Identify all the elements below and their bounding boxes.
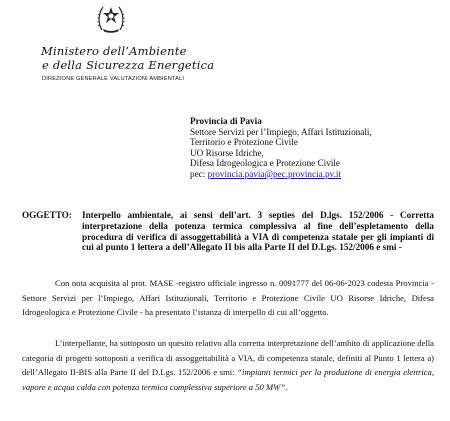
recipient-line: Settore Servizi per l’Impiego, Affari Istituzionali, bbox=[190, 126, 372, 137]
italian-republic-emblem-icon bbox=[96, 2, 126, 34]
paragraph-2-quote: “impianti termici per la produzione di energia elettrica, vapore e acqua calda con potenza termica complessiva superiore a 50 MW” bbox=[22, 367, 434, 392]
paragraph-2-end: . bbox=[285, 381, 288, 392]
directorate-name: DIREZIONE GENERALE VALUTAZIONI AMBIENTALI bbox=[42, 76, 185, 82]
ministry-name-line-1: Ministero dell’Ambiente bbox=[41, 44, 187, 58]
subject-label: OGGETTO: bbox=[22, 210, 72, 220]
body-paragraph-1: Con nota acquisita al prot. MASE -registro ufficiale ingresso n. 0091777 del 06-06-2023 codesta Provincia - Settore Servizi per l’Impiego, Affari Istituzionali, Territorio e Protezione Civile UO Risorse Idriche, Difesa Idrogeologica e Protezione Civile - ha presentato l’istanza di interpello di cui all’oggetto. bbox=[22, 278, 434, 318]
recipient-name: Provincia di Pavia bbox=[190, 116, 262, 126]
body-paragraph-2 bbox=[22, 336, 434, 394]
paragraph-2-intro: L’interpellante, ha sottoposto un quesito relativo alla corretta interpretazione dell’ambito di applicazione della categoria di progetti sottoposti a verifica di assoggettabilità a VIA, di competenza statale, definiti al Punto 1 lettera a) dell’Allegato II-BIS alla Parte II del D.Lgs. 152/2006 e smi: bbox=[22, 338, 434, 378]
subject-block bbox=[22, 210, 434, 253]
subject-text: Interpello ambientale, ai sensi dell’art. 3 septies del D.lgs. 152/2006 - Corretta interpretazione della potenza termica complessiva al fine dell’espletamento della procedura di verifica di assoggettabilità a VIA di competenza statale per gli impianti di cui al punto 1 lettera a dell’Allegato II bis alla Parte II del D.Lgs. 152/2006 e smi - bbox=[82, 210, 434, 253]
pec-email-link[interactable]: provincia.pavia@pec.provincia.pv.it bbox=[207, 168, 341, 179]
recipient-line: Territorio e Protezione Civile bbox=[190, 137, 298, 148]
pec-label: pec: bbox=[190, 168, 208, 179]
recipient-block bbox=[190, 116, 445, 180]
ministry-name-line-2: e della Sicurezza Energetica bbox=[42, 58, 215, 72]
recipient-line: Difesa Idrogeologica e Protezione Civile bbox=[190, 158, 341, 169]
recipient-line: UO Risorse Idriche, bbox=[190, 147, 264, 158]
recipient-pec bbox=[190, 169, 445, 180]
